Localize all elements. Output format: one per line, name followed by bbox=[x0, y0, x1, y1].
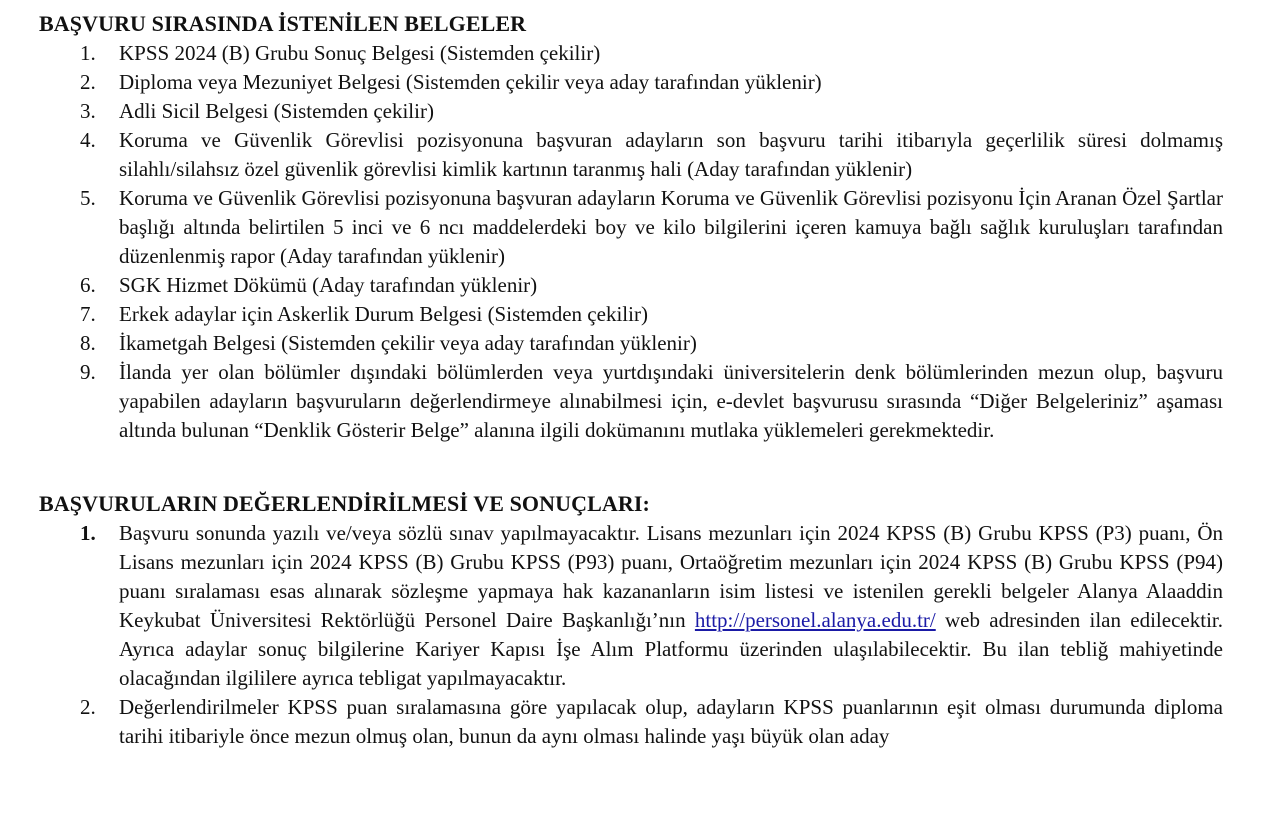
list-item-number: 8. bbox=[80, 331, 96, 355]
list-item bbox=[0, 519, 1280, 693]
section-heading-required-documents: BAŞVURU SIRASINDA İSTENİLEN BELGELER bbox=[39, 11, 527, 36]
list-item-text-part: Başvuru sonunda yazılı ve/veya sözlü sınav yapılmayacaktır. Lisans mezunları için 2024 KPSS (B) Grubu KPSS (P3) puanı, Ön Lisans mezunları için 2024 KPSS (B) Grubu KPSS (P93) puanı, Ortaöğretim mezunları için 2024 KPSS (B) Grubu KPSS (P94) puanı sıralaması esas alınarak sözleşme yapmaya hak kazananların isim listesi ve istenilen gerekli belgeler Alanya Alaaddin Keykubat Üniversitesi Rektörlüğü Personel Daire Başkanlığı’nın bbox=[119, 521, 1223, 632]
list-item-number: 5. bbox=[80, 186, 96, 210]
list-item-text: İkametgah Belgesi (Sistemden çekilir veya aday tarafından yüklenir) bbox=[119, 331, 697, 355]
list-item-text: Koruma ve Güvenlik Görevlisi pozisyonuna başvuran adayların son başvuru tarihi itibarıyla geçerlilik süresi dolmamış silahlı/silahsız özel güvenlik görevlisi kimlik kartının taranmış hali (Aday tarafından yüklenir) bbox=[119, 128, 1223, 181]
list-item-text: Koruma ve Güvenlik Görevlisi pozisyonuna başvuran adayların Koruma ve Güvenlik Görevlisi pozisyonu İçin Aranan Özel Şartlar başlığı altında belirtilen 5 inci ve 6 ncı maddelerdeki boy ve kilo bilgilerini içeren kamuya bağlı sağlık kuruluşları tarafından düzenlenmiş rapor (Aday tarafından yüklenir) bbox=[119, 186, 1223, 268]
section-heading-evaluation-results: BAŞVURULARIN DEĞERLENDİRİLMESİ VE SONUÇLARI: bbox=[39, 491, 650, 516]
list-item bbox=[0, 39, 1280, 68]
list-item-text: Adli Sicil Belgesi (Sistemden çekilir) bbox=[119, 99, 434, 123]
list-item-number: 2. bbox=[80, 70, 96, 94]
list-item bbox=[0, 329, 1280, 358]
evaluation-results-list bbox=[0, 519, 1280, 751]
required-documents-list bbox=[0, 39, 1280, 445]
list-item bbox=[0, 97, 1280, 126]
list-item bbox=[0, 300, 1280, 329]
list-item-text: Erkek adaylar için Askerlik Durum Belgesi (Sistemden çekilir) bbox=[119, 302, 648, 326]
list-item-number: 1. bbox=[80, 521, 96, 545]
list-item-text bbox=[119, 519, 1223, 693]
list-item bbox=[0, 358, 1280, 445]
list-item-text-part: web adresinden ilan edilecektir. Ayrıca adaylar sonuç bilgilerine Kariyer Kapısı İşe Alım Platformu üzerinden ulaşılabilecektir. Bu ilan tebliğ mahiyetinde olacağından ilgililere ayrıca tebligat yapılmayacaktır. bbox=[119, 608, 1223, 690]
list-item-number: 9. bbox=[80, 360, 96, 384]
list-item-number: 3. bbox=[80, 99, 96, 123]
list-item bbox=[0, 126, 1280, 184]
list-item-number: 2. bbox=[80, 695, 96, 719]
list-item-text: SGK Hizmet Dökümü (Aday tarafından yüklenir) bbox=[119, 273, 538, 297]
list-item bbox=[0, 68, 1280, 97]
list-item-number: 7. bbox=[80, 302, 96, 326]
list-item-text: İlanda yer olan bölümler dışındaki bölümlerden veya yurtdışındaki üniversitelerin denk bölümlerinden mezun olup, başvuru yapabilen adayların başvuruların değerlendirmeye alınabilmesi için, e-devlet başvurusu sırasında “Diğer Belgeleriniz” aşaması altında bulunan “Denklik Gösterir Belge” alanına ilgili dokümanını mutlaka yüklemeleri gerekmektedir. bbox=[119, 360, 1223, 442]
list-item-number: 6. bbox=[80, 273, 96, 297]
list-item bbox=[0, 271, 1280, 300]
list-item-text: KPSS 2024 (B) Grubu Sonuç Belgesi (Sistemden çekilir) bbox=[119, 41, 601, 65]
list-item-text: Diploma veya Mezuniyet Belgesi (Sistemden çekilir veya aday tarafından yüklenir) bbox=[119, 70, 822, 94]
list-item-number: 4. bbox=[80, 128, 96, 152]
list-item-number: 1. bbox=[80, 41, 96, 65]
list-item bbox=[0, 693, 1280, 751]
list-item bbox=[0, 184, 1280, 271]
personnel-website-link[interactable]: http://personel.alanya.edu.tr/ bbox=[694, 608, 936, 632]
list-item-text: Değerlendirilmeler KPSS puan sıralamasına göre yapılacak olup, adayların KPSS puanlarının eşit olması durumunda diploma tarihi itibariyle önce mezun olmuş olan, bunun da aynı olması halinde yaşı büyük olan aday bbox=[119, 695, 1223, 748]
